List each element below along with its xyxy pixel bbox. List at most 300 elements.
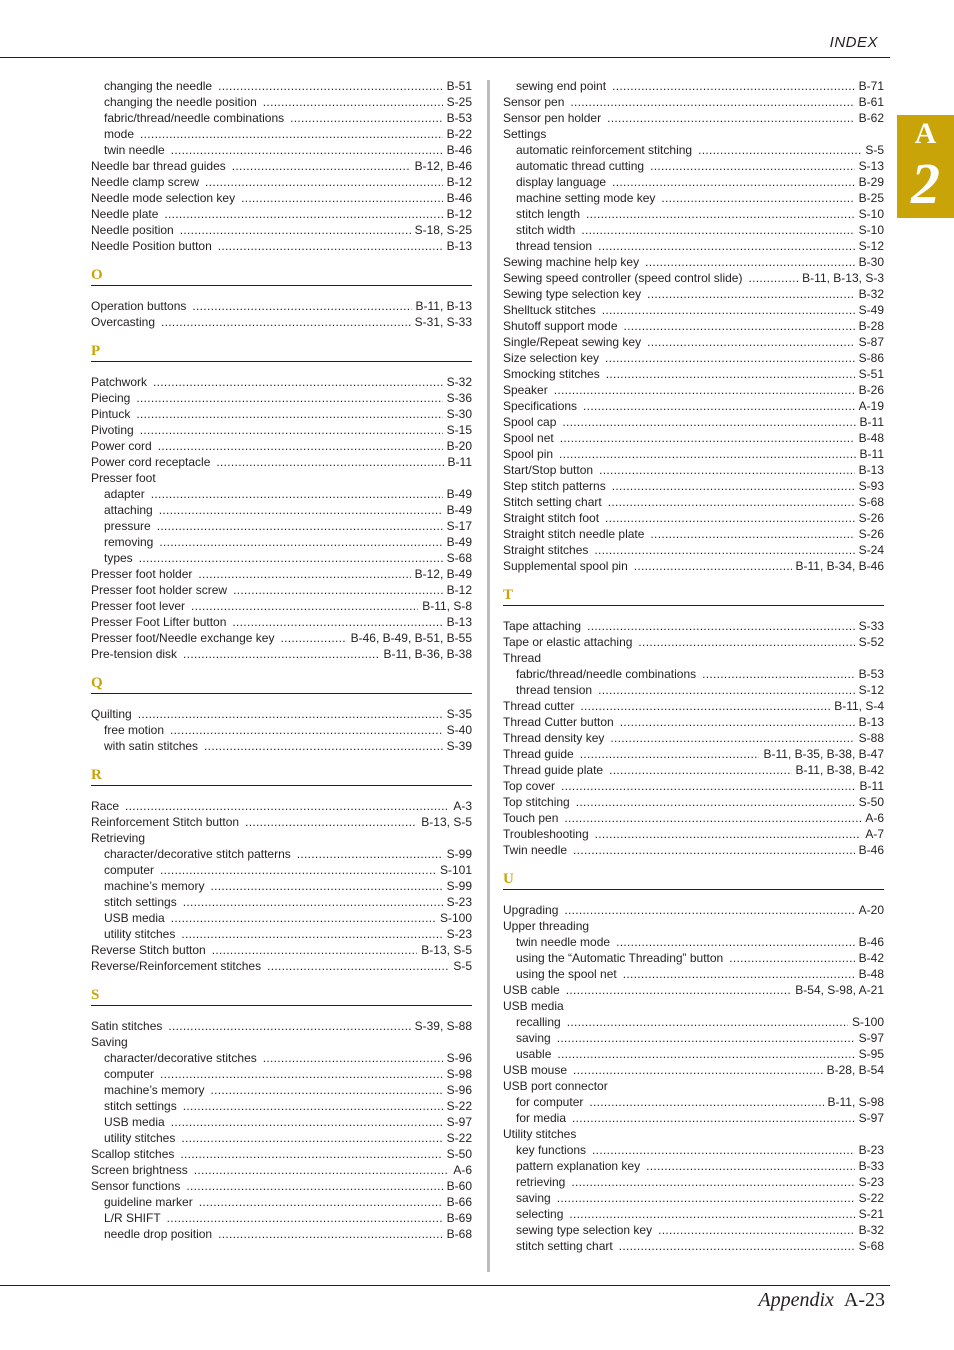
index-term: pattern explanation key: [516, 1158, 641, 1173]
index-term: utility stitches: [104, 926, 176, 941]
index-page-ref: S-22: [446, 1130, 472, 1145]
index-term: free motion: [104, 722, 165, 737]
dot-leader: [608, 494, 855, 510]
dot-leader: [589, 1094, 823, 1110]
dot-leader: [658, 1222, 855, 1238]
index-term: Thread density key: [503, 730, 605, 745]
index-entry: [503, 778, 884, 794]
index-entry: [503, 366, 884, 382]
index-term: Retrieving: [91, 830, 146, 845]
dot-leader: [573, 1062, 823, 1078]
dot-leader: [567, 1014, 848, 1030]
index-term: Saving: [91, 1034, 128, 1049]
index-page-ref: S-33: [858, 618, 884, 633]
index-page-ref: S-51: [858, 366, 884, 381]
index-subentry: [503, 1174, 884, 1190]
index-page-ref: S-95: [858, 1046, 884, 1061]
dot-leader: [595, 826, 862, 842]
index-page-ref: S-15: [446, 422, 472, 437]
index-entry: [91, 374, 472, 390]
index-term: Presser foot holder: [91, 566, 193, 581]
dot-leader: [581, 222, 854, 238]
index-page-ref: S-36: [446, 390, 472, 405]
dot-leader: [729, 950, 854, 966]
dot-leader: [599, 462, 855, 478]
section-tab: [897, 115, 954, 218]
index-page-ref: S-35: [446, 706, 472, 721]
index-subentry: [503, 1158, 884, 1174]
index-section-letter: O: [91, 266, 103, 283]
dot-leader: [159, 534, 442, 550]
index-entry: [503, 746, 884, 762]
index-entry: [503, 730, 884, 746]
index-page-ref: B-11, B-13: [415, 298, 472, 313]
index-term: Quilting: [91, 706, 132, 721]
dot-leader: [570, 94, 854, 110]
index-section-rule: [91, 1005, 472, 1006]
index-entry: [503, 382, 884, 398]
index-subentry: [503, 1094, 884, 1110]
index-term: changing the needle: [104, 78, 213, 93]
index-term: Spool net: [503, 430, 554, 445]
dot-leader: [218, 1226, 443, 1242]
index-entry: [91, 174, 472, 190]
index-term: Presser Foot Lifter button: [91, 614, 227, 629]
index-page-ref: A-20: [858, 902, 884, 917]
index-term: twin needle: [104, 142, 165, 157]
dot-leader: [170, 722, 443, 738]
index-term: Settings: [503, 126, 547, 141]
index-page-ref: S-12: [858, 238, 884, 253]
index-page-ref: S-13: [858, 158, 884, 173]
index-page-ref: A-3: [453, 798, 472, 813]
dot-leader: [290, 110, 443, 126]
dot-leader: [605, 510, 855, 526]
index-term: Start/Stop button: [503, 462, 594, 477]
dot-leader: [605, 350, 855, 366]
index-section-letter: Q: [91, 674, 103, 691]
dot-leader: [164, 206, 442, 222]
index-term: key functions: [516, 1142, 587, 1157]
dot-leader: [181, 926, 442, 942]
index-page-ref: B-12: [446, 206, 472, 221]
index-page-ref: B-12: [446, 174, 472, 189]
index-page-ref: B-66: [446, 1194, 472, 1209]
dot-leader: [159, 502, 443, 518]
index-section-header: [503, 870, 884, 890]
index-page-ref: B-46: [446, 142, 472, 157]
dot-leader: [192, 298, 411, 314]
index-page-ref: S-68: [446, 550, 472, 565]
index-term: fabric/thread/needle combinations: [104, 110, 285, 125]
index-page-ref: S-18, S-25: [414, 222, 472, 237]
index-term: Sewing type selection key: [503, 286, 642, 301]
dot-leader: [171, 1114, 443, 1130]
index-subentry: [503, 174, 884, 190]
index-page-ref: B-49: [446, 486, 472, 501]
index-page-ref: B-11, S-4: [834, 698, 884, 713]
dot-leader: [232, 158, 411, 174]
index-subentry: [503, 1110, 884, 1126]
index-page-ref: S-17: [446, 518, 472, 533]
index-term: Operation buttons: [91, 298, 187, 313]
index-term: computer: [104, 862, 155, 877]
index-term: Shutoff support mode: [503, 318, 618, 333]
index-section-letter: R: [91, 766, 102, 783]
index-page-ref: S-97: [446, 1114, 472, 1129]
index-term: Pre-tension disk: [91, 646, 178, 661]
footer-section-name: Appendix: [758, 1289, 834, 1311]
dot-leader: [586, 206, 855, 222]
index-entry: [503, 982, 884, 998]
dot-leader: [161, 314, 411, 330]
dot-leader: [233, 582, 443, 598]
index-entry: [503, 334, 884, 350]
page-footer: [758, 1289, 885, 1312]
index-entry: [503, 302, 884, 318]
index-section-header: [91, 766, 472, 786]
index-page-ref: B-69: [446, 1210, 472, 1225]
index-term: USB cable: [503, 982, 560, 997]
index-subentry: [91, 94, 472, 110]
index-subentry: [503, 666, 884, 682]
dot-leader: [561, 778, 856, 794]
index-entry: [503, 762, 884, 778]
index-term: Spool pin: [503, 446, 554, 461]
index-page-ref: B-60: [446, 1178, 472, 1193]
index-page-ref: S-26: [858, 510, 884, 525]
index-page-ref: S-100: [851, 1014, 884, 1029]
index-page-ref: B-46: [858, 934, 884, 949]
index-heading: [91, 1034, 472, 1050]
dot-leader: [557, 1190, 855, 1206]
index-subentry: [503, 682, 884, 698]
index-term: stitch length: [516, 206, 581, 221]
index-page-ref: B-11, B-38, B-42: [795, 762, 884, 777]
index-page-ref: S-52: [858, 634, 884, 649]
dot-leader: [198, 566, 410, 582]
index-term: Specifications: [503, 398, 578, 413]
dot-leader: [267, 958, 449, 974]
index-subentry: [91, 910, 472, 926]
index-subentry: [91, 1114, 472, 1130]
index-subentry: [503, 190, 884, 206]
index-term: sewing type selection key: [516, 1222, 653, 1237]
index-subentry: [503, 1142, 884, 1158]
index-section-letter: T: [503, 586, 514, 603]
dot-leader: [218, 78, 443, 94]
index-page-ref: B-49: [446, 502, 472, 517]
index-entry: [91, 298, 472, 314]
dot-leader: [583, 398, 855, 414]
index-page-ref: S-49: [858, 302, 884, 317]
index-term: Straight stitch needle plate: [503, 526, 645, 541]
dot-leader: [592, 1142, 855, 1158]
index-page-ref: S-26: [858, 526, 884, 541]
index-term: Stitch setting chart: [503, 494, 602, 509]
index-page-ref: A-19: [858, 398, 884, 413]
index-subentry: [91, 1210, 472, 1226]
index-entry: [503, 526, 884, 542]
index-entry: [503, 254, 884, 270]
index-term: stitch settings: [104, 894, 177, 909]
index-page-ref: S-5: [453, 958, 472, 973]
dot-leader: [140, 422, 443, 438]
index-term: Power cord: [91, 438, 152, 453]
dot-leader: [702, 666, 855, 682]
index-term: changing the needle position: [104, 94, 257, 109]
index-page-ref: B-71: [858, 78, 884, 93]
index-page-ref: B-22: [446, 126, 472, 141]
index-heading: [503, 126, 884, 142]
index-page-ref: B-20: [446, 438, 472, 453]
index-page-ref: B-32: [858, 286, 884, 301]
dot-leader: [650, 526, 854, 542]
index-page-ref: S-93: [858, 478, 884, 493]
index-page-ref: B-13: [446, 238, 472, 253]
index-entry: [503, 94, 884, 110]
index-heading: [91, 830, 472, 846]
index-page-ref: S-101: [439, 862, 472, 877]
dot-leader: [157, 518, 443, 534]
dot-leader: [241, 190, 443, 206]
index-entry: [91, 438, 472, 454]
index-term: Screen brightness: [91, 1162, 188, 1177]
index-section-header: [503, 586, 884, 606]
index-entry: [503, 902, 884, 918]
index-page-ref: S-39: [446, 738, 472, 753]
index-section-rule: [503, 605, 884, 606]
dot-leader: [571, 1174, 854, 1190]
index-term: Smocking stitches: [503, 366, 600, 381]
index-section-rule: [91, 785, 472, 786]
index-page-ref: B-68: [446, 1226, 472, 1241]
index-subentry: [503, 1222, 884, 1238]
index-term: Thread Cutter button: [503, 714, 614, 729]
index-page-ref: A-7: [865, 826, 884, 841]
dot-leader: [171, 910, 436, 926]
index-page-ref: B-28: [858, 318, 884, 333]
index-term: using the spool net: [516, 966, 617, 981]
index-entry: [503, 446, 884, 462]
dot-leader: [560, 430, 855, 446]
dot-leader: [136, 390, 442, 406]
index-subentry: [91, 1050, 472, 1066]
index-page-ref: B-11, B-34, B-46: [795, 558, 884, 573]
dot-leader: [616, 934, 855, 950]
index-entry: [503, 618, 884, 634]
dot-leader: [181, 1130, 442, 1146]
dot-leader: [619, 1238, 855, 1254]
dot-leader: [573, 842, 855, 858]
dot-leader: [623, 966, 855, 982]
index-page-ref: S-96: [446, 1050, 472, 1065]
index-entry: [503, 462, 884, 478]
dot-leader: [647, 286, 855, 302]
index-term: attaching: [104, 502, 153, 517]
index-subentry: [91, 1066, 472, 1082]
index-term: Reverse Stitch button: [91, 942, 206, 957]
index-page-ref: B-13, S-5: [421, 814, 472, 829]
section-tab-letter: A: [914, 117, 937, 150]
index-page-ref: S-31, S-33: [414, 314, 472, 329]
index-subentry: [91, 110, 472, 126]
dot-leader: [564, 810, 861, 826]
index-subentry: [91, 142, 472, 158]
dot-leader: [125, 798, 449, 814]
index-term: Troubleshooting: [503, 826, 589, 841]
index-subentry: [503, 934, 884, 950]
dot-leader: [210, 1082, 442, 1098]
index-term: automatic thread cutting: [516, 158, 645, 173]
index-page-ref: B-48: [858, 430, 884, 445]
index-page-ref: S-50: [858, 794, 884, 809]
index-page-ref: S-39, S-88: [414, 1018, 472, 1033]
index-term: retrieving: [516, 1174, 566, 1189]
dot-leader: [612, 478, 855, 494]
index-entry: [91, 798, 472, 814]
index-subentry: [503, 1206, 884, 1222]
header-rule: [0, 57, 890, 58]
dot-leader: [606, 366, 855, 382]
index-page-ref: B-12, B-49: [414, 566, 472, 581]
index-entry: [91, 1018, 472, 1034]
index-page-ref: S-88: [858, 730, 884, 745]
index-subentry: [91, 518, 472, 534]
index-section-rule: [91, 361, 472, 362]
index-entry: [91, 598, 472, 614]
index-subentry: [503, 1014, 884, 1030]
index-page-ref: S-68: [858, 1238, 884, 1253]
index-term: for computer: [516, 1094, 584, 1109]
index-entry: [503, 698, 884, 714]
index-term: machine’s memory: [104, 1082, 205, 1097]
index-term: Thread guide: [503, 746, 574, 761]
index-term: Sewing machine help key: [503, 254, 640, 269]
index-page-ref: B-29: [858, 174, 884, 189]
index-entry: [503, 494, 884, 510]
index-page-ref: S-100: [439, 910, 472, 925]
dot-leader: [609, 762, 791, 778]
index-subentry: [91, 722, 472, 738]
footer-rule: [0, 1285, 890, 1286]
index-section-letter: U: [503, 870, 514, 887]
index-entry: [503, 110, 884, 126]
index-entry: [503, 270, 884, 286]
dot-leader: [645, 254, 855, 270]
index-term: Step stitch patterns: [503, 478, 606, 493]
index-term: pressure: [104, 518, 151, 533]
index-term: Utility stitches: [503, 1126, 577, 1141]
index-entry: [91, 582, 472, 598]
index-entry: [503, 350, 884, 366]
dot-leader: [160, 1066, 443, 1082]
index-term: Needle mode selection key: [91, 190, 236, 205]
index-page-ref: B-13, S-5: [421, 942, 472, 957]
index-subentry: [91, 126, 472, 142]
dot-leader: [607, 110, 855, 126]
index-term: computer: [104, 1066, 155, 1081]
index-page-ref: S-98: [446, 1066, 472, 1081]
index-page-ref: S-32: [446, 374, 472, 389]
dot-leader: [138, 706, 443, 722]
dot-leader: [634, 558, 792, 574]
dot-leader: [218, 238, 443, 254]
index-term: character/decorative stitch patterns: [104, 846, 291, 861]
dot-leader: [183, 1098, 443, 1114]
index-page-ref: A-6: [453, 1162, 472, 1177]
index-page-ref: S-96: [446, 1082, 472, 1097]
index-subentry: [91, 1130, 472, 1146]
index-entry: [503, 842, 884, 858]
index-page-ref: B-11: [859, 414, 884, 429]
dot-leader: [598, 682, 855, 698]
index-term: automatic reinforcement stitching: [516, 142, 693, 157]
index-entry: [91, 238, 472, 254]
index-entry: [503, 398, 884, 414]
index-page-ref: S-10: [858, 222, 884, 237]
index-heading: [503, 1126, 884, 1142]
index-entry: [91, 158, 472, 174]
index-page-ref: S-87: [858, 334, 884, 349]
index-page-ref: B-53: [446, 110, 472, 125]
dot-leader: [245, 814, 417, 830]
index-term: USB media: [104, 910, 165, 925]
dot-leader: [610, 730, 854, 746]
dot-leader: [698, 142, 861, 158]
index-entry: [503, 558, 884, 574]
index-page-ref: S-22: [446, 1098, 472, 1113]
dot-leader: [168, 1018, 410, 1034]
index-entry: [91, 630, 472, 646]
index-subentry: [503, 222, 884, 238]
index-term: Sensor pen: [503, 94, 565, 109]
index-entry: [91, 454, 472, 470]
dot-leader: [186, 1178, 442, 1194]
index-term: Needle clamp screw: [91, 174, 200, 189]
index-page-ref: A-6: [865, 810, 884, 825]
index-page-ref: B-13: [858, 714, 884, 729]
index-subentry: [91, 550, 472, 566]
index-page-ref: B-13: [858, 462, 884, 477]
index-term: saving: [516, 1030, 551, 1045]
index-section-header: [91, 986, 472, 1006]
index-section-letter: P: [91, 342, 101, 359]
index-term: removing: [104, 534, 154, 549]
index-section-rule: [91, 693, 472, 694]
index-term: guideline marker: [104, 1194, 193, 1209]
index-page-ref: B-46, B-49, B-51, B-55: [350, 630, 472, 645]
index-subentry: [91, 534, 472, 550]
index-subentry: [91, 846, 472, 862]
index-term: utility stitches: [104, 1130, 176, 1145]
index-term: Patchwork: [91, 374, 148, 389]
index-term: Spool cap: [503, 414, 557, 429]
index-term: Thread: [503, 650, 542, 665]
index-page-ref: S-23: [446, 926, 472, 941]
dot-leader: [580, 698, 830, 714]
index-term: twin needle mode: [516, 934, 611, 949]
section-tab-number: 2: [911, 151, 940, 216]
index-subentry: [91, 502, 472, 518]
index-page-ref: B-12: [446, 582, 472, 597]
index-entry: [91, 1178, 472, 1194]
index-page-ref: B-54, S-98, A-21: [795, 982, 884, 997]
index-entry: [91, 1162, 472, 1178]
dot-leader: [199, 1194, 443, 1210]
index-term: Piecing: [91, 390, 131, 405]
dot-leader: [572, 1110, 855, 1126]
